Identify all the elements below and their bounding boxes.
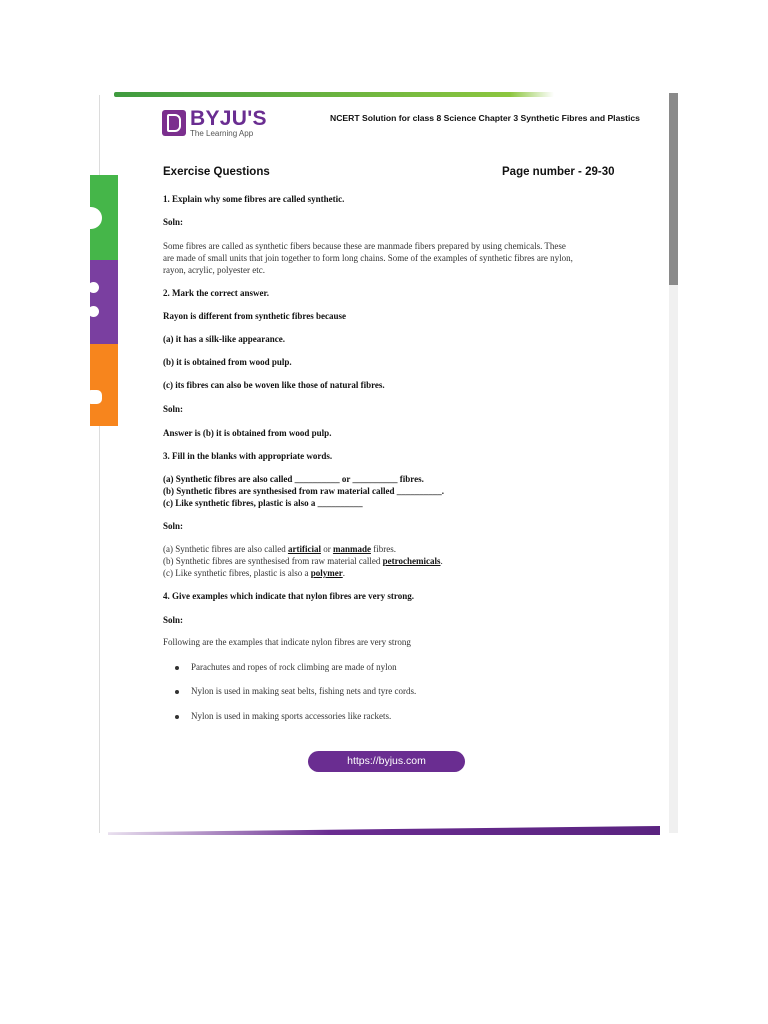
question-2-stem: Rayon is different from synthetic fibres because bbox=[163, 311, 346, 321]
document-title: NCERT Solution for class 8 Science Chapter 3 Synthetic Fibres and Plastics bbox=[330, 113, 640, 123]
answer-3b: (b) Synthetic fibres are synthesised from raw material called petrochemicals. bbox=[163, 556, 443, 566]
option-a: (a) it has a silk-like appearance. bbox=[163, 334, 286, 344]
answer-3c: (c) Like synthetic fibres, plastic is also a polymer. bbox=[163, 568, 345, 578]
header-accent-bar bbox=[114, 92, 554, 97]
bullet-icon bbox=[175, 715, 179, 719]
side-tab-orange[interactable] bbox=[90, 344, 118, 426]
byjus-logo bbox=[162, 108, 267, 138]
question-3: 3. Fill in the blanks with appropriate words. bbox=[163, 451, 333, 461]
blank-b: (b) Synthetic fibres are synthesised from raw material called __________. bbox=[163, 486, 444, 496]
bullet-icon bbox=[175, 666, 179, 670]
option-c: (c) its fibres can also be woven like those of natural fibres. bbox=[163, 380, 385, 390]
byjus-logo-icon bbox=[162, 110, 186, 136]
blank-c: (c) Like synthetic fibres, plastic is also a __________ bbox=[163, 498, 363, 508]
side-tab-green[interactable] bbox=[90, 175, 118, 260]
footer-accent-bar bbox=[108, 826, 660, 835]
answer-4-intro: Following are the examples that indicate nylon fibres are very strong bbox=[163, 637, 411, 647]
soln-label: Soln: bbox=[163, 217, 184, 227]
logo-tagline: The Learning App bbox=[190, 129, 254, 138]
keyword-artificial: artificial bbox=[287, 544, 321, 554]
soln-label: Soln: bbox=[163, 615, 184, 625]
dot-icon bbox=[88, 282, 99, 293]
answer-1-line-2: are made of small units that join together to form long chains. Some of the examples of synthetic fibres are nylon, bbox=[163, 253, 573, 263]
answer-3a: (a) Synthetic fibres are also called artificial or manmade fibres. bbox=[163, 544, 396, 554]
scrollbar[interactable] bbox=[669, 93, 678, 833]
blank-a: (a) Synthetic fibres are also called __________ or __________ fibres. bbox=[163, 474, 424, 484]
option-b: (b) it is obtained from wood pulp. bbox=[163, 357, 292, 367]
keyword-polymer: polymer bbox=[310, 568, 343, 578]
answer-1-line-3: rayon, acrylic, polyester etc. bbox=[163, 265, 265, 275]
website-link-button[interactable]: https://byjus.com bbox=[308, 751, 465, 772]
soln-label: Soln: bbox=[163, 404, 184, 414]
section-title: Exercise Questions bbox=[163, 166, 270, 178]
chat-icon bbox=[88, 390, 102, 404]
list-item: Nylon is used in making sports accessories like rackets. bbox=[175, 710, 391, 722]
answer-1-line-1: Some fibres are called as synthetic fibers because these are manmade fibers prepared by using chemicals. These bbox=[163, 241, 566, 251]
bullet-icon bbox=[175, 690, 179, 694]
speech-bubble-icon bbox=[86, 207, 102, 229]
list-item: Nylon is used in making seat belts, fishing nets and tyre cords. bbox=[175, 685, 416, 697]
list-item: Parachutes and ropes of rock climbing are made of nylon bbox=[175, 661, 397, 673]
dot-icon bbox=[88, 306, 99, 317]
keyword-manmade: manmade bbox=[332, 544, 371, 554]
answer-2: Answer is (b) it is obtained from wood pulp. bbox=[163, 428, 332, 438]
logo-name: BYJU'S bbox=[190, 107, 267, 130]
question-1: 1. Explain why some fibres are called synthetic. bbox=[163, 194, 345, 204]
question-2: 2. Mark the correct answer. bbox=[163, 288, 269, 298]
side-tab-purple[interactable] bbox=[90, 260, 118, 344]
keyword-petrochemicals: petrochemicals bbox=[382, 556, 441, 566]
scrollbar-thumb[interactable] bbox=[669, 93, 678, 285]
soln-label: Soln: bbox=[163, 521, 184, 531]
page-number: Page number - 29-30 bbox=[502, 166, 615, 178]
question-4: 4. Give examples which indicate that nylon fibres are very strong. bbox=[163, 591, 414, 601]
